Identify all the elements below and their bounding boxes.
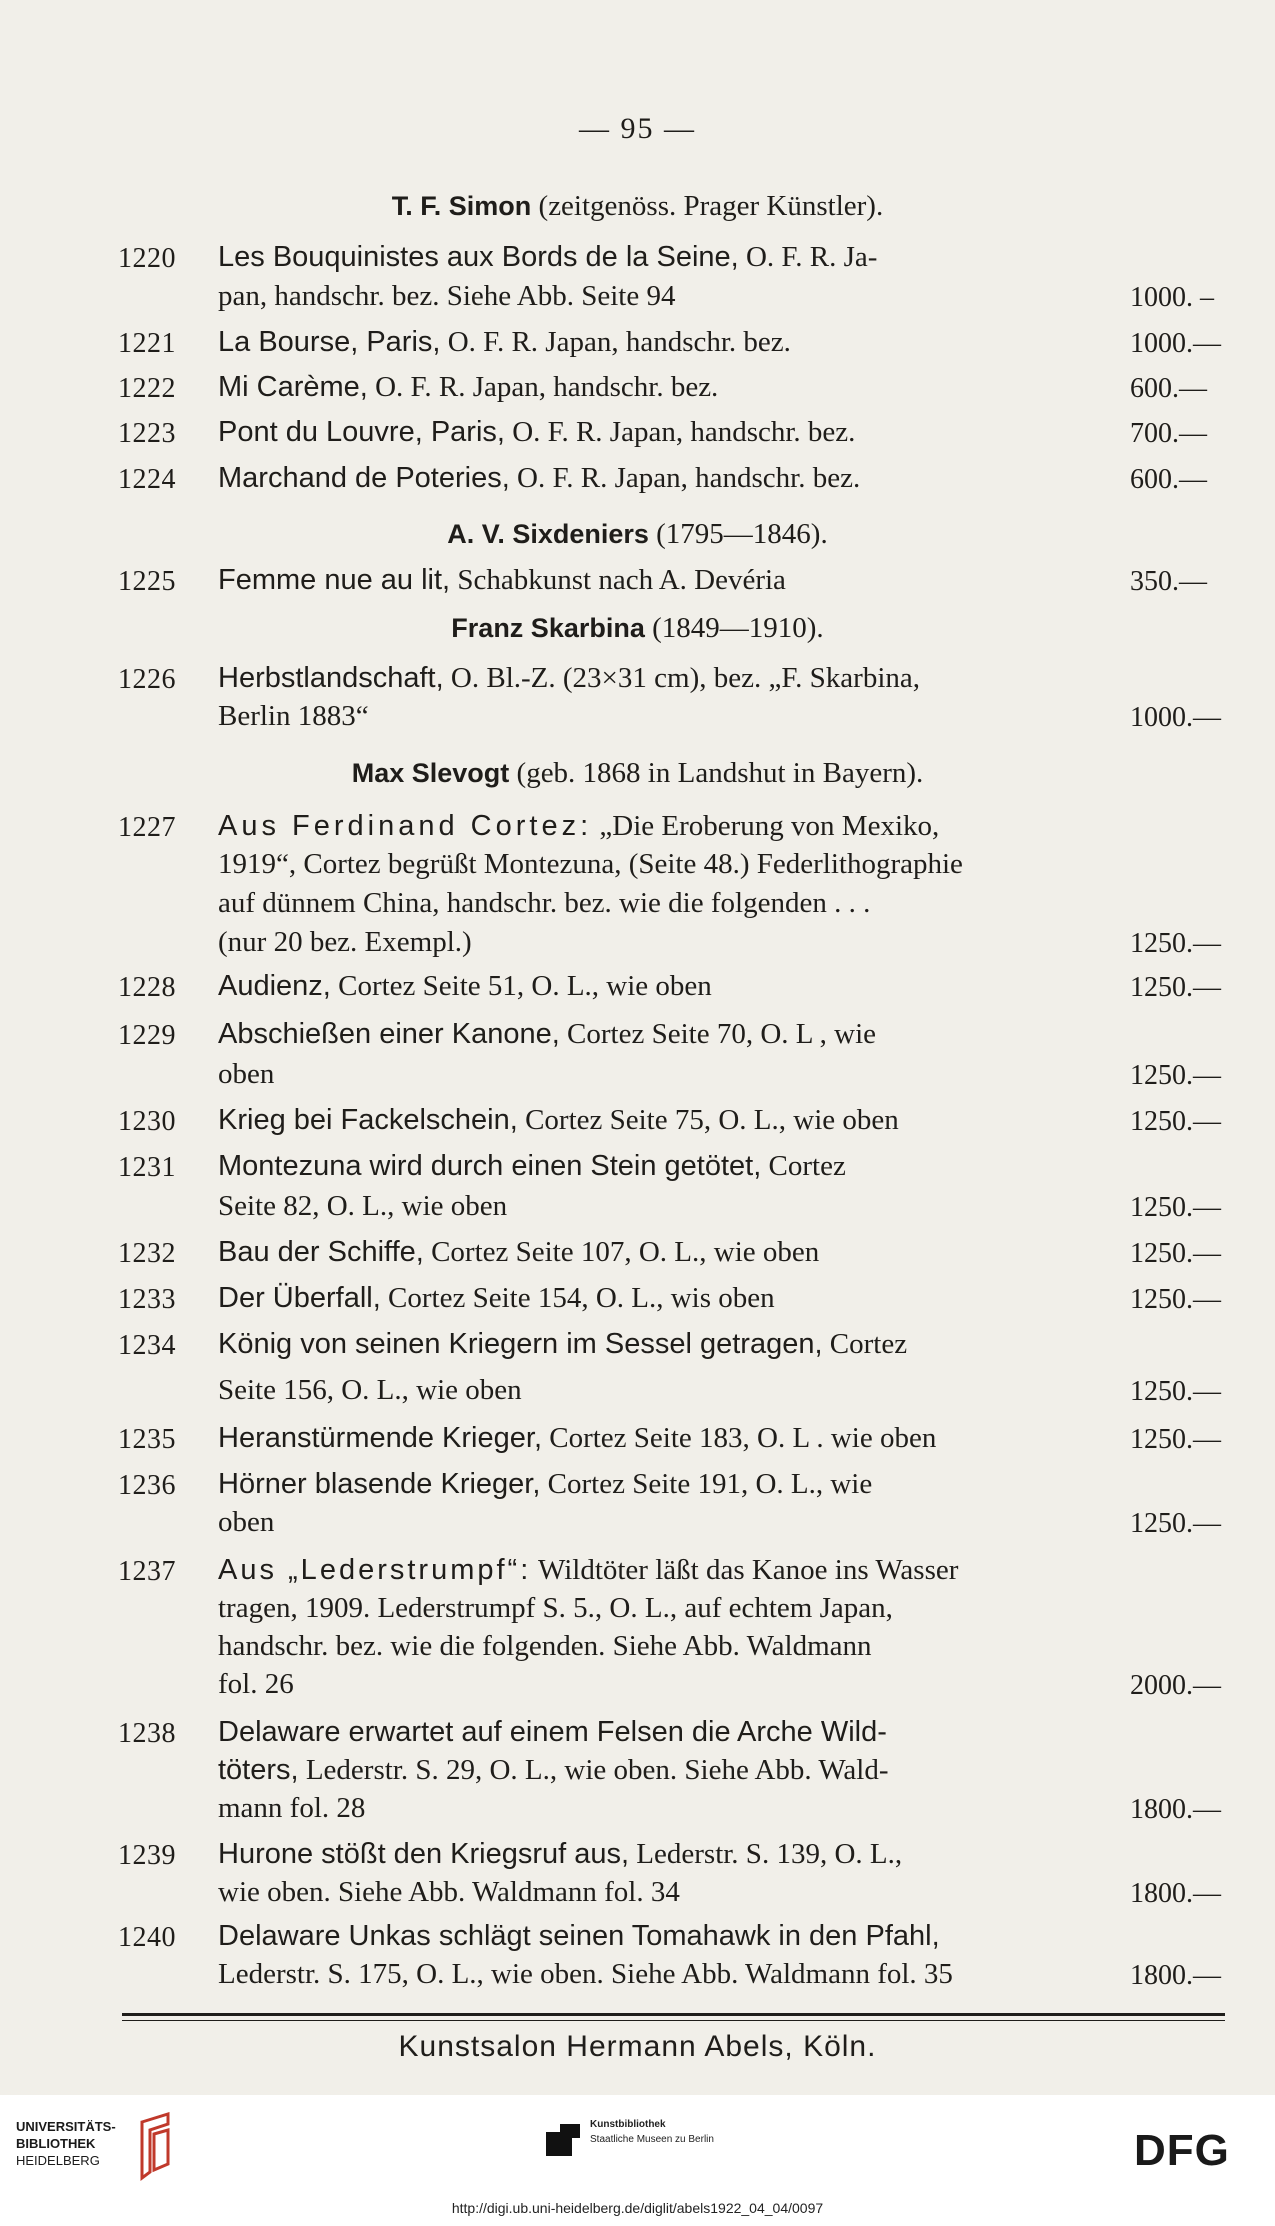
lot-number: 1231	[118, 1152, 176, 1183]
entry-title: Abschießen einer Kanone,	[218, 1018, 560, 1050]
entry-text: O. F. R. Japan, handschr. bez.	[440, 326, 791, 358]
entry-text: Cortez Seite 75, O. L., wie oben	[517, 1104, 899, 1136]
entry-text: O. F. R. Japan, handschr. bez.	[509, 462, 861, 494]
entry-text: O. F. R. Japan, handschr. bez.	[367, 371, 719, 403]
entry-text: (nur 20 bez. Exempl.)	[218, 926, 472, 958]
entry-line	[218, 970, 1118, 1003]
entry-text: Cortez Seite 70, O. L , wie	[559, 1018, 877, 1050]
entry-text: Lederstr. S. 139, O. L.,	[629, 1838, 903, 1870]
entry-text: Berlin 1883“	[218, 700, 369, 732]
entry-title: Montezuna wird durch einen Stein getötet,	[218, 1150, 762, 1182]
entry-title: Hörner blasende Krieger,	[218, 1468, 541, 1500]
entry-line	[218, 810, 1118, 843]
entry-line	[218, 241, 1118, 274]
entry-line	[218, 662, 1118, 695]
lot-price: 700.—	[1130, 418, 1207, 449]
lot-price: 1250.—	[1130, 1376, 1221, 1407]
entry-line	[218, 326, 1118, 359]
entry-text: „Die Eroberung von Mexiko,	[592, 810, 940, 842]
entry-line	[218, 1920, 1118, 1953]
lot-number: 1238	[118, 1718, 176, 1749]
artist-heading	[0, 190, 1275, 223]
lot-price: 1000.—	[1130, 702, 1221, 733]
lot-price: 1250.—	[1130, 972, 1221, 1003]
kb-line: Staatliche Museen zu Berlin	[590, 2134, 714, 2145]
entry-text: O. F. R. Japan, handschr. bez.	[504, 416, 856, 448]
ub-line: HEIDELBERG	[16, 2153, 100, 2168]
artist-heading	[0, 757, 1275, 790]
artist-note: (geb. 1868 in Landshut in Bayern).	[509, 757, 924, 789]
entry-title: Delaware Unkas schlägt seinen Tomahawk in den Pfahl,	[218, 1920, 940, 1952]
entry-title: Bau der Schiffe,	[218, 1236, 424, 1268]
lot-number: 1229	[118, 1020, 176, 1051]
publisher-footer: Kunstsalon Hermann Abels, Köln.	[398, 2030, 877, 2063]
artist-name: A. V. Sixdeniers	[447, 519, 649, 549]
ub-line: UNIVERSITÄTS-	[16, 2119, 116, 2134]
entry-line	[218, 848, 1118, 881]
entry-line	[218, 1754, 1118, 1787]
entry-text: auf dünnem China, handschr. bez. wie die folgenden . . .	[218, 887, 871, 919]
entry-title: Aus „Lederstrumpf“:	[218, 1554, 532, 1586]
entry-title: Marchand de Poteries,	[218, 462, 510, 494]
artist-name: Max Slevogt	[351, 758, 510, 788]
entry-line	[218, 416, 1118, 449]
entry-title: Der Überfall,	[218, 1282, 381, 1314]
entry-text: Seite 156, O. L., wie oben	[218, 1374, 522, 1406]
lot-price: 1000.—	[1130, 328, 1221, 359]
lot-number: 1225	[118, 566, 176, 597]
entry-title: Femme nue au lit,	[218, 564, 451, 596]
ub-line: BIBLIOTHEK	[16, 2136, 96, 2151]
lot-number: 1230	[118, 1106, 176, 1137]
entry-text: oben	[218, 1506, 275, 1538]
entry-text: Lederstr. S. 175, O. L., wie oben. Siehe Abb. Waldmann fol. 35	[218, 1958, 953, 1990]
entry-line	[218, 462, 1118, 495]
artist-note: (zeitgenöss. Prager Künstler).	[531, 190, 884, 222]
dfg-logo: DFG	[1134, 2126, 1230, 2175]
lot-price: 1250.—	[1130, 1284, 1221, 1315]
entry-line	[218, 1468, 1118, 1501]
entry-title: Audienz,	[218, 970, 331, 1002]
entry-title: La Bourse, Paris,	[218, 326, 441, 358]
entry-text: handschr. bez. wie die folgenden. Siehe Abb. Waldmann	[218, 1630, 872, 1662]
lot-price: 1250.—	[1130, 928, 1221, 959]
entry-line	[218, 1668, 1118, 1701]
entry-line	[218, 1592, 1118, 1625]
lot-price: 2000.—	[1130, 1670, 1221, 1701]
entry-text: Seite 82, O. L., wie oben	[218, 1190, 508, 1222]
lot-number: 1233	[118, 1284, 176, 1315]
source-url[interactable]: http://digi.ub.uni-heidelberg.de/diglit/abels1922_04_04/0097	[451, 2200, 824, 2216]
entry-text: wie oben. Siehe Abb. Waldmann fol. 34	[218, 1876, 680, 1908]
entry-text: Cortez Seite 183, O. L . wie oben	[542, 1422, 937, 1454]
lot-price: 600.—	[1130, 464, 1207, 495]
entry-line	[218, 1236, 1118, 1269]
entry-text: Cortez	[822, 1328, 908, 1360]
entry-line	[218, 1716, 1118, 1749]
entry-line	[218, 1958, 1118, 1991]
ub-heidelberg-icon	[128, 2112, 178, 2182]
lot-number: 1227	[118, 812, 176, 843]
artist-note: (1849—1910).	[644, 612, 824, 644]
lot-price: 1000. –	[1130, 282, 1214, 313]
lot-number: 1232	[118, 1238, 176, 1269]
entry-line	[218, 1506, 1118, 1539]
entry-line	[218, 1018, 1118, 1051]
entry-text: Cortez	[761, 1150, 846, 1182]
entry-text: Cortez Seite 51, O. L., wie oben	[330, 970, 712, 1002]
entry-line	[218, 371, 1118, 404]
entry-line	[218, 1328, 1118, 1361]
entry-text: fol. 26	[218, 1668, 294, 1700]
artist-name: Franz Skarbina	[451, 613, 645, 643]
lot-number: 1237	[118, 1556, 176, 1587]
lot-number: 1234	[118, 1330, 176, 1361]
entry-text: pan, handschr. bez. Siehe Abb. Seite 94	[218, 280, 676, 312]
lot-price: 350.—	[1130, 566, 1207, 597]
entry-line	[218, 1058, 1118, 1091]
entry-text: 1919“, Cortez begrüßt Montezuna, (Seite 48.) Federlithographie	[218, 848, 963, 880]
entry-text: Lederstr. S. 29, O. L., wie oben. Siehe Abb. Wald-	[298, 1754, 889, 1786]
entry-title: Pont du Louvre, Paris,	[218, 416, 505, 448]
entry-title: Mi Carème,	[218, 371, 368, 403]
entry-text: Cortez Seite 107, O. L., wie oben	[423, 1236, 820, 1268]
lot-number: 1224	[118, 464, 176, 495]
lot-price: 1250.—	[1130, 1060, 1221, 1091]
entry-line	[218, 1104, 1118, 1137]
entry-line	[218, 1374, 1118, 1407]
entry-line	[218, 564, 1118, 597]
kunstbibliothek-text	[590, 2117, 714, 2147]
entry-text: Wildtöter läßt das Kanoe ins Wasser	[531, 1554, 959, 1586]
entry-line	[218, 1876, 1118, 1909]
entry-text: O. Bl.-Z. (23×31 cm), bez. „F. Skarbina,	[443, 662, 920, 694]
lot-price: 1250.—	[1130, 1238, 1221, 1269]
lot-number: 1226	[118, 664, 176, 695]
artist-name: T. F. Simon	[391, 191, 532, 221]
entry-text: tragen, 1909. Lederstrumpf S. 5., O. L., auf echtem Japan,	[218, 1592, 893, 1624]
entry-line	[218, 280, 1118, 313]
entry-title: Hurone stößt den Kriegsruf aus,	[218, 1838, 630, 1870]
entry-text: O. F. R. Ja-	[738, 241, 878, 273]
entry-line	[218, 887, 1118, 920]
entry-title: töters,	[218, 1754, 299, 1786]
entry-text: Cortez Seite 191, O. L., wie	[540, 1468, 873, 1500]
entry-line	[218, 1554, 1118, 1587]
lot-number: 1220	[118, 243, 176, 274]
entry-line	[218, 1792, 1118, 1825]
lot-number: 1223	[118, 418, 176, 449]
entry-text: Schabkunst nach A. Devéria	[450, 564, 786, 596]
entry-text: Cortez Seite 154, O. L., wis oben	[380, 1282, 775, 1314]
entry-line	[218, 1190, 1118, 1223]
entry-title: Aus Ferdinand Cortez:	[218, 810, 593, 842]
entry-line	[218, 700, 1118, 733]
lot-price: 1250.—	[1130, 1424, 1221, 1455]
artist-heading	[0, 612, 1275, 645]
lot-price: 600.—	[1130, 373, 1207, 404]
lot-number: 1240	[118, 1922, 176, 1953]
lot-price: 1250.—	[1130, 1508, 1221, 1539]
lot-price: 1800.—	[1130, 1960, 1221, 1991]
page-number: — 95 —	[579, 112, 696, 145]
lot-number: 1239	[118, 1840, 176, 1871]
lot-price: 1800.—	[1130, 1794, 1221, 1825]
artist-note: (1795—1846).	[648, 518, 828, 550]
entry-title: Delaware erwartet auf einem Felsen die Arche Wild-	[218, 1716, 887, 1748]
entry-text: mann fol. 28	[218, 1792, 366, 1824]
entry-line	[218, 926, 1118, 959]
entry-title: Les Bouquinistes aux Bords de la Seine,	[218, 241, 739, 273]
footer-rule	[122, 2013, 1225, 2016]
ub-heidelberg-logo-text	[16, 2118, 116, 2169]
lot-number: 1228	[118, 972, 176, 1003]
entry-title: König von seinen Kriegern im Sessel getragen,	[218, 1328, 823, 1360]
artist-heading	[0, 518, 1275, 551]
lot-number: 1235	[118, 1424, 176, 1455]
entry-line	[218, 1150, 1118, 1183]
lot-price: 1250.—	[1130, 1106, 1221, 1137]
lot-price: 1800.—	[1130, 1878, 1221, 1909]
lot-number: 1236	[118, 1470, 176, 1501]
kb-line: Kunstbibliothek	[590, 2119, 666, 2130]
lot-number: 1221	[118, 328, 176, 359]
entry-line	[218, 1630, 1118, 1663]
entry-title: Herbstlandschaft,	[218, 662, 444, 694]
lot-number: 1222	[118, 373, 176, 404]
entry-title: Heranstürmende Krieger,	[218, 1422, 542, 1454]
entry-line	[218, 1422, 1118, 1455]
entry-title: Krieg bei Fackelschein,	[218, 1104, 518, 1136]
entry-text: oben	[218, 1058, 275, 1090]
lot-price: 1250.—	[1130, 1192, 1221, 1223]
kunstbibliothek-icon	[546, 2124, 580, 2156]
entry-line	[218, 1838, 1118, 1871]
footer-rule-thin	[122, 2020, 1225, 2021]
entry-line	[218, 1282, 1118, 1315]
